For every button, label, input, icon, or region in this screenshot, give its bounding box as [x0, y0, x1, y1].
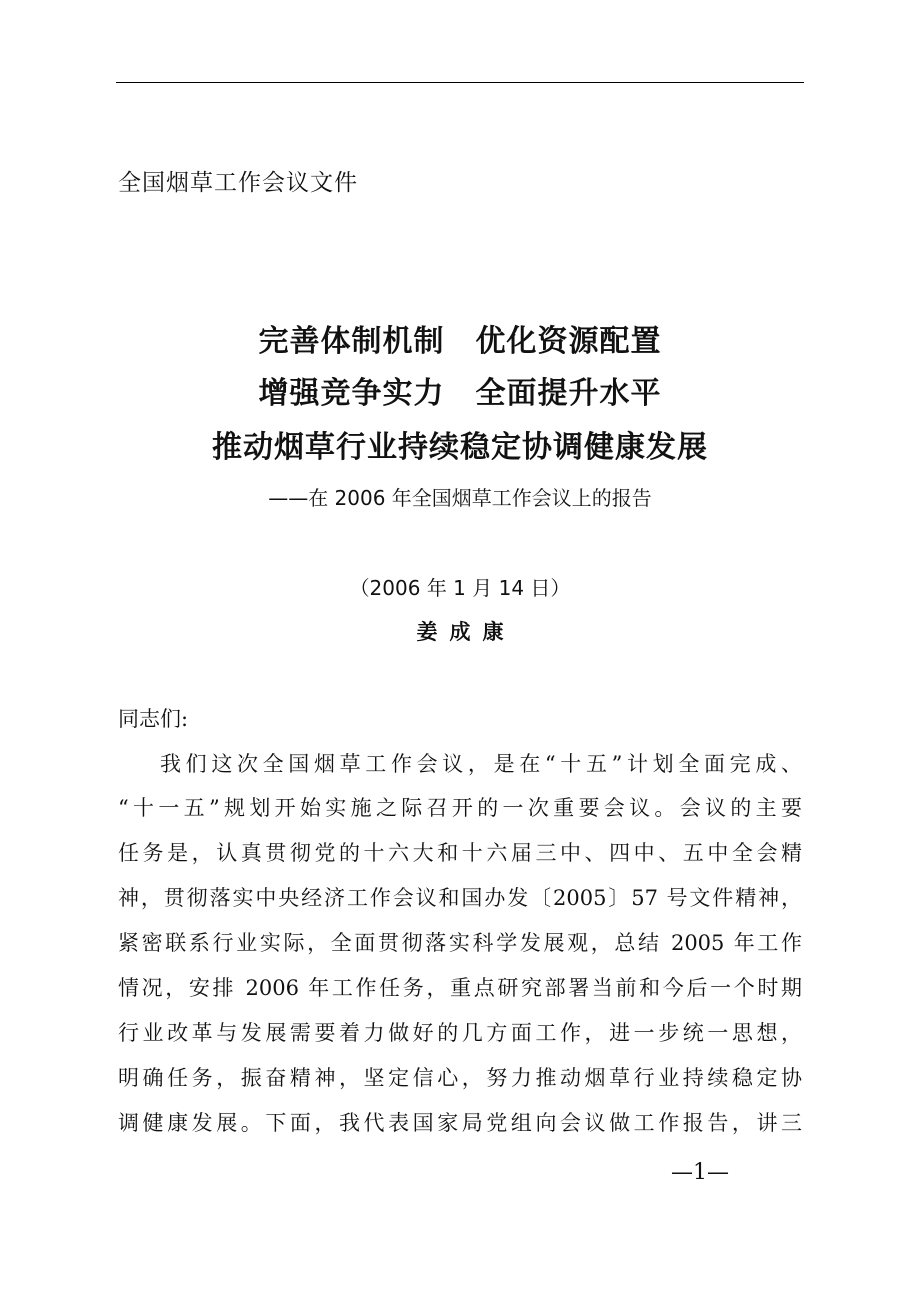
page-number: —1— [671, 1160, 729, 1185]
body-line: “十一五”规划开始实施之际召开的一次重要会议。会议的主要 [118, 796, 802, 820]
body-line: 神，贯彻落实中央经济工作会议和国办发〔2005〕57 号文件精神， [118, 886, 802, 910]
body-line: 明确任务，振奋精神，坚定信心，努力推动烟草行业持续稳定协 [118, 1066, 802, 1090]
report-date: （2006 年 1 月 14 日） [349, 576, 571, 600]
body-line: 任务是，认真贯彻党的十六大和十六届三中、四中、五中全会精 [118, 841, 802, 865]
author-name: 姜成康 [416, 620, 516, 644]
title-line-3: 推动烟草行业持续稳定协调健康发展 [212, 430, 708, 465]
body-line: 紧密联系行业实际，全面贯彻落实科学发展观，总结 2005 年工作 [118, 931, 802, 955]
subtitle: ——在 2006 年全国烟草工作会议上的报告 [268, 486, 652, 510]
body-line: 调健康发展。下面，我代表国家局党组向会议做工作报告，讲三 [118, 1111, 802, 1135]
title-line-2: 增强竞争实力 全面提升水平 [258, 376, 662, 411]
title-line-1: 完善体制机制 优化资源配置 [258, 324, 662, 359]
body-line: 行业改革与发展需要着力做好的几方面工作，进一步统一思想， [118, 1021, 802, 1045]
header-rule [116, 82, 804, 83]
body-line: 情况，安排 2006 年工作任务，重点研究部署当前和今后一个时期 [118, 976, 802, 1000]
salutation: 同志们: [118, 707, 189, 731]
document-series-label: 全国烟草工作会议文件 [118, 170, 358, 196]
body-line: 我们这次全国烟草工作会议，是在“十五”计划全面完成、 [160, 752, 802, 776]
